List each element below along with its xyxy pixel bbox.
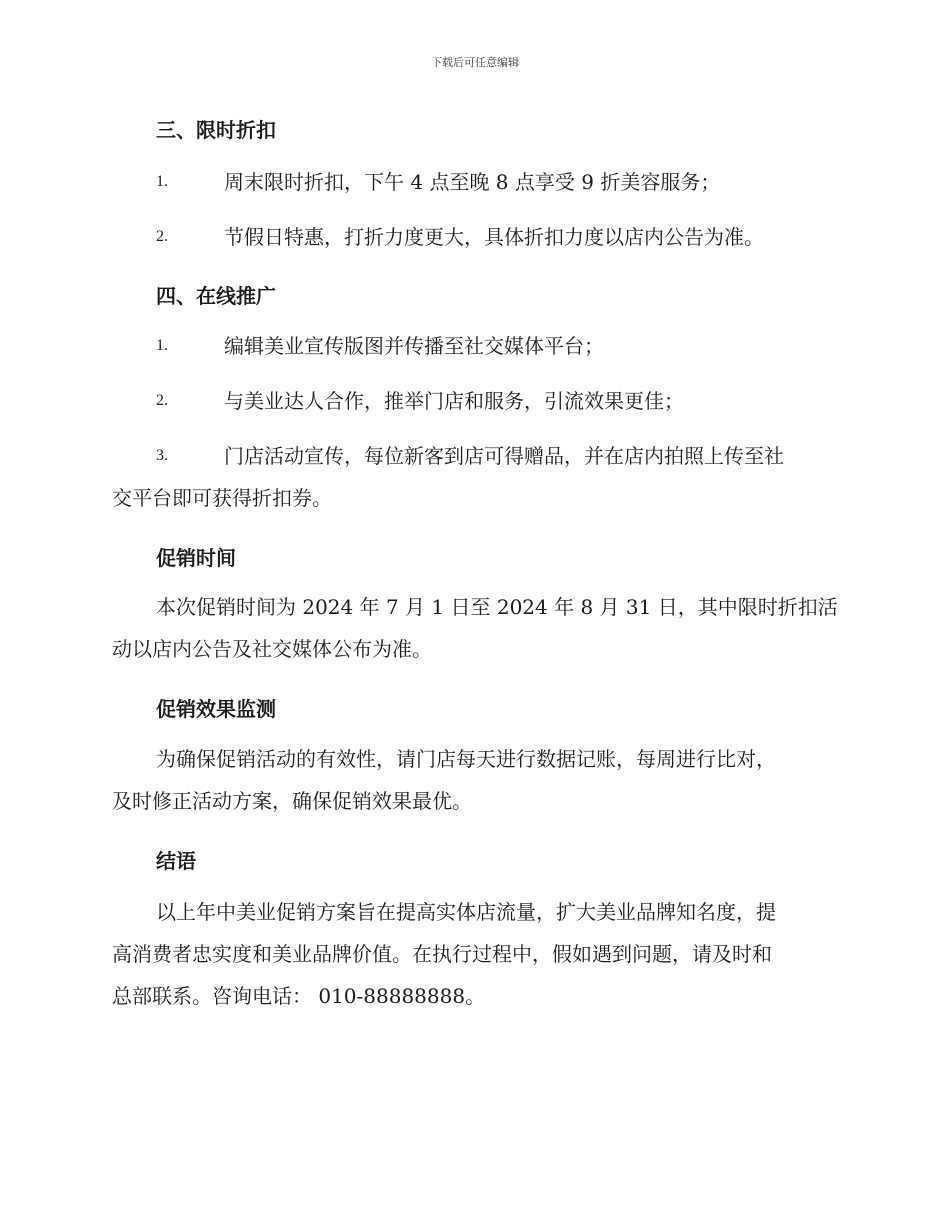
paragraph-line: 为确保促销活动的有效性，请门店每天进行数据记账，每周进行比对， (156, 747, 776, 771)
paragraph-line: 以上年中美业促销方案旨在提高实体店流量，扩大美业品牌知名度，提 (156, 900, 776, 924)
list-number: 2. (156, 392, 168, 409)
paragraph-conclusion (112, 891, 834, 1017)
section-heading-conclusion: 结语 (156, 849, 196, 873)
list-item (112, 325, 834, 367)
paragraph-line: 动以店内公告及社交媒体公布为准。 (112, 637, 432, 661)
list-item (112, 435, 834, 519)
list-item (112, 380, 834, 422)
section-heading-online: 四、在线推广 (156, 284, 276, 308)
list-item (112, 161, 834, 203)
list-text: 编辑美业宣传版图并传播至社交媒体平台； (224, 334, 604, 358)
list-text: 节假日特惠，打折力度更大，具体折扣力度以店内公告为准。 (224, 225, 764, 249)
list-number: 1. (156, 337, 168, 354)
paragraph-monitor (112, 738, 834, 822)
section-heading-discount: 三、限时折扣 (156, 118, 276, 142)
paragraph-line: 本次促销时间为 2024 年 7 月 1 日至 2024 年 8 月 31 日，其中限时折扣活 (156, 595, 838, 619)
section-heading-monitor: 促销效果监测 (156, 697, 276, 721)
list-text: 门店活动宣传，每位新客到店可得赠品，并在店内拍照上传至社 (224, 444, 784, 468)
paragraph-line: 及时修正活动方案，确保促销效果最优。 (112, 789, 472, 813)
page-header: 下载后可任意编辑 (431, 56, 519, 69)
paragraph-line: 高消费者忠实度和美业品牌价值。在执行过程中，假如遇到问题，请及时和 (112, 942, 772, 966)
section-heading-time: 促销时间 (156, 546, 236, 570)
list-text: 与美业达人合作，推举门店和服务，引流效果更佳； (224, 389, 684, 413)
list-text-continued: 交平台即可获得折扣券。 (112, 486, 332, 510)
list-number: 3. (156, 447, 168, 464)
list-item (112, 216, 834, 258)
list-number: 2. (156, 228, 168, 245)
list-text: 周末限时折扣，下午 4 点至晚 8 点享受 9 折美容服务； (224, 170, 721, 194)
list-number: 1. (156, 173, 168, 190)
paragraph-time (112, 586, 838, 670)
paragraph-line: 总部联系。咨询电话： 010-88888888。 (112, 984, 486, 1008)
